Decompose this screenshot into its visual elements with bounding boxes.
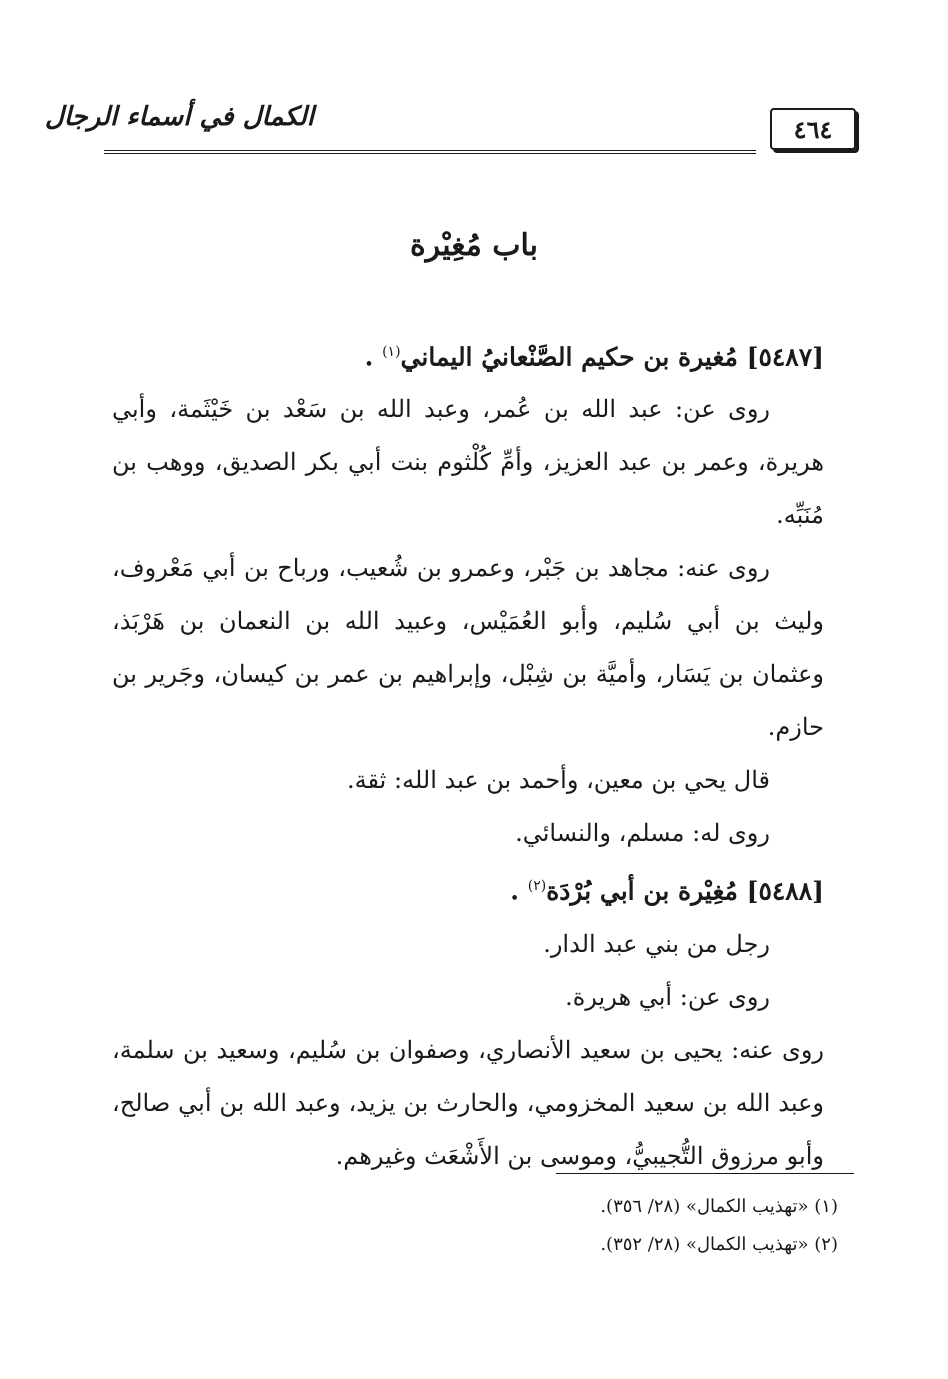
- entry-paragraph: روى عنه: مجاهد بن جَبْر، وعمرو بن شُعيب، ورباح بن أبي مَعْروف، وليث بن أبي سُليم، وأبو العُمَيْس، وعبيد الله بن النعمان بن هَرْبَذ، وعثمان بن يَسَار، وأميَّة بن شِبْل، وإبراهيم بن عمر بن كيسان، وجَرير بن حازم.: [112, 554, 824, 742]
- book-title: الكمال في أسماء الرجال: [44, 102, 314, 132]
- entry-title-text: [٥٤٨٨] مُغِيْرة بن أبي بُرْدَة: [546, 876, 824, 906]
- footnote-mark: (٢): [527, 878, 547, 895]
- footnote: (٢) «تهذيب الكمال» (٢٨/ ٣٥٢).: [600, 1234, 838, 1255]
- page-number: ٤٦٤: [770, 108, 856, 150]
- chapter-title: باب مُغِيْرة: [409, 228, 539, 263]
- entry-title: [112, 326, 824, 383]
- entry-paragraph: روى له: مسلم، والنسائي.: [515, 819, 770, 848]
- footnotes: [300, 1188, 838, 1264]
- entry-paragraph: روى عن: عبد الله بن عُمر، وعبد الله بن سَعْد بن خَيْثَمة، وأبي هريرة، وعمر بن عبد العزيز، وأمِّ كُلْثوم بنت أبي بكر الصديق، ووهب بن مُنَبِّه.: [112, 395, 824, 530]
- entry-title-text: [٥٤٨٧] مُغيرة بن حكيم الصَّنْعانيُ اليماني: [400, 342, 824, 372]
- page-header: [44, 96, 856, 152]
- footnote-mark: (١): [382, 344, 401, 360]
- entry-paragraph: رجل من بني عبد الدار.: [543, 929, 770, 958]
- entry-paragraph: روى عن: أبي هريرة.: [565, 982, 770, 1011]
- header-rule: [104, 150, 756, 154]
- entry-paragraph: قال يحي بن معين، وأحمد بن عبد الله: ثقة.: [347, 766, 770, 795]
- entry-title-end: .: [364, 342, 374, 372]
- entry-title: [112, 860, 824, 917]
- footnote-rule: [556, 1173, 854, 1174]
- page-body: [112, 326, 824, 1183]
- footnote: (١) «تهذيب الكمال» (٢٨/ ٣٥٦).: [600, 1196, 838, 1217]
- entry-title-end: .: [510, 876, 519, 906]
- entry-paragraph: روى عنه: يحيى بن سعيد الأنصاري، وصفوان بن سُليم، وسعيد بن سلمة، وعبد الله بن سعيد المخزومي، والحارث بن يزيد، وعبد الله بن أبي صالح، وأبو مرزوق التُّجيبيُّ، وموسى بن الأَشْعَث وغيرهم.: [112, 1035, 824, 1170]
